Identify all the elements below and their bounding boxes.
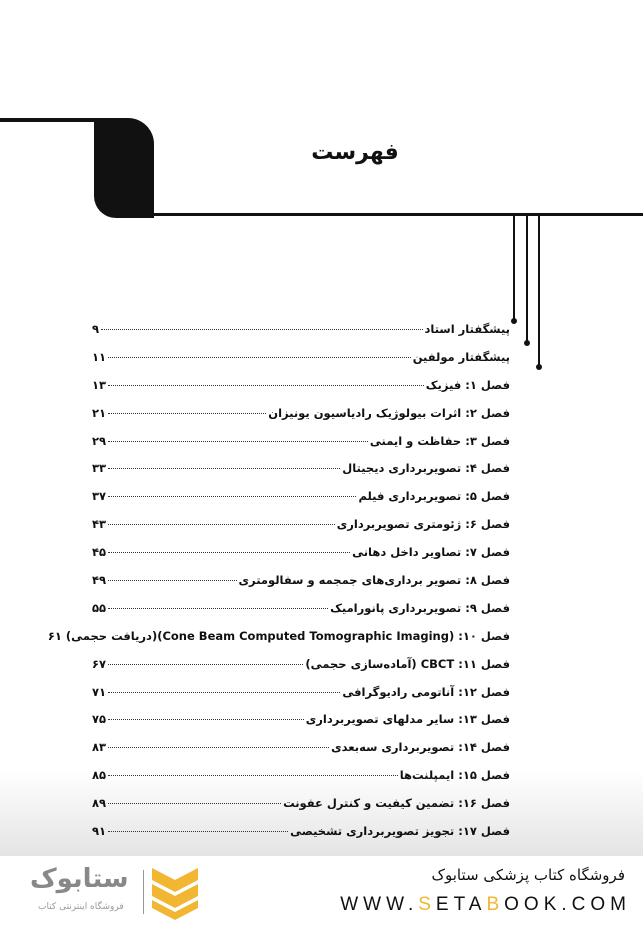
decor-line [513, 215, 515, 321]
dot-leader [108, 580, 236, 581]
toc-entry[interactable] [92, 378, 510, 406]
toc-entry[interactable] [92, 461, 510, 489]
toc-entry-title: پیشگفتار استاد [424, 322, 510, 336]
toc-entry-page: ۲۱ [92, 405, 107, 420]
toc-entry[interactable] [92, 489, 510, 517]
dot-leader [108, 524, 335, 525]
toc-entry-title: فصل ۳: حفاظت و ایمنی [369, 433, 510, 448]
toc-entry-title: فصل ۱۷: تجویز تصویربرداری تشخیصی [290, 824, 510, 839]
toc-entry[interactable] [92, 545, 510, 573]
toc-entry[interactable] [92, 796, 510, 824]
toc-entry[interactable] [92, 740, 510, 768]
toc-entry-page: ۷۱ [92, 684, 107, 699]
dot-leader [108, 441, 368, 442]
shop-url[interactable]: WWW.SETABOOK.COM [340, 894, 631, 915]
dot-leader [108, 608, 328, 609]
toc-entry[interactable] [92, 824, 510, 852]
toc-entry-page: ۸۵ [92, 768, 107, 783]
toc-entry-title: فصل ۶: ژئومتری تصویربرداری [336, 517, 510, 532]
toc-entry-title: فصل ۴: تصویربرداری دیجیتال [342, 461, 510, 476]
dot-leader [108, 385, 424, 386]
toc-entry-title: فصل ۱۳: سایر مدلهای تصویربرداری [305, 712, 510, 727]
setabook-logo-icon [150, 864, 200, 920]
toc-entry-page: ۷۵ [92, 712, 107, 727]
dot-leader [101, 329, 422, 330]
dot-leader [108, 803, 281, 804]
toc-entry[interactable] [92, 685, 510, 713]
toc-entry-title: فصل ۱۲: آناتومی رادیوگرافی [342, 684, 510, 699]
toc-entry-title: فصل ۱۴: تصویربرداری سه‌بعدی [331, 740, 510, 755]
dot-leader [108, 357, 411, 358]
header-rule-right [140, 213, 643, 216]
dot-leader [108, 496, 356, 497]
footer-banner [0, 856, 643, 926]
toc-entry-page: ۹ [92, 322, 100, 336]
toc-entry-page: ۵۵ [92, 600, 107, 615]
toc-entry-title: فصل ۸: تصویر برداری‌های جمجمه و سفالومتری [238, 573, 510, 588]
logo-wordmark: ستابوک [30, 864, 129, 894]
toc-entry-page: ۶۱ [47, 628, 62, 643]
dot-leader [108, 552, 350, 553]
dot-leader [108, 413, 266, 414]
decor-line [526, 215, 528, 343]
toc-entry-title: فصل ۱۶: تضمین کیفیت و کنترل عفونت [283, 796, 510, 811]
dot-leader [108, 664, 303, 665]
toc-entry-page: ۶۷ [92, 656, 107, 671]
decor-line [538, 215, 540, 367]
toc-entry[interactable] [92, 657, 510, 685]
dot-leader [108, 468, 340, 469]
toc-entry-title: فصل ۲: اثرات بیولوژیک رادیاسیون یونیزان [268, 405, 510, 420]
toc-entry-page: ۸۹ [92, 796, 107, 811]
toc-entry[interactable] [47, 628, 510, 657]
header-tab-decoration [94, 118, 154, 218]
toc-entry-page: ۳۳ [92, 461, 107, 476]
toc-entry-page: ۱۳ [92, 377, 107, 392]
toc-entry[interactable] [92, 601, 510, 629]
dot-leader [108, 775, 398, 776]
dot-leader [108, 747, 329, 748]
toc-entry[interactable] [92, 406, 510, 434]
toc-entry-page: ۴۹ [92, 573, 107, 588]
shop-name: فروشگاه کتاب پزشکی ستابوک [431, 866, 625, 884]
toc-entry[interactable] [92, 712, 510, 740]
toc-entry-title: فصل ۱۱: CBCT (آماده‌سازی حجمی) [305, 656, 510, 671]
logo-tagline: فروشگاه اینترنتی کتاب [38, 902, 124, 912]
toc-entry-page: ۲۹ [92, 433, 107, 448]
toc-entry-title: فصل ۷: تصاویر داخل دهانی [352, 545, 510, 560]
toc-entry-page: ۸۳ [92, 740, 107, 755]
header-rule-left [0, 118, 100, 122]
toc-entry[interactable] [92, 768, 510, 796]
toc-entry-page: ۱۱ [92, 349, 107, 364]
toc-entry[interactable] [92, 350, 510, 378]
page-title: فهرست [311, 140, 399, 165]
toc-entry-page: ۴۵ [92, 545, 107, 560]
toc-entry-title: فصل ۱۰: (Cone Beam Computed Tomographic Imaging)(دریافت حجمی) [65, 628, 510, 643]
toc-entry[interactable] [92, 517, 510, 545]
toc-entry-title: فصل ۵: تصویربرداری فیلم [358, 489, 510, 504]
toc-entry-title: فصل ۱۵: ایمپلنت‌ها [399, 768, 510, 783]
toc-entry-page: ۳۷ [92, 489, 107, 504]
toc-entry[interactable] [92, 322, 510, 350]
toc-entry-title: فصل ۱: فیزیک [425, 377, 510, 392]
toc-entry[interactable] [92, 573, 510, 601]
toc-entry[interactable] [92, 434, 510, 462]
dot-leader [108, 719, 304, 720]
table-of-contents [47, 322, 510, 852]
toc-entry-page: ۹۱ [92, 824, 107, 839]
logo-divider [143, 870, 144, 914]
dot-leader [108, 692, 340, 693]
toc-entry-title: فصل ۹: تصویربرداری پانورامیک [330, 600, 510, 615]
dot-leader [108, 831, 288, 832]
toc-entry-title: پیشگفتار مولفین [412, 349, 510, 364]
toc-entry-page: ۴۳ [92, 517, 107, 532]
